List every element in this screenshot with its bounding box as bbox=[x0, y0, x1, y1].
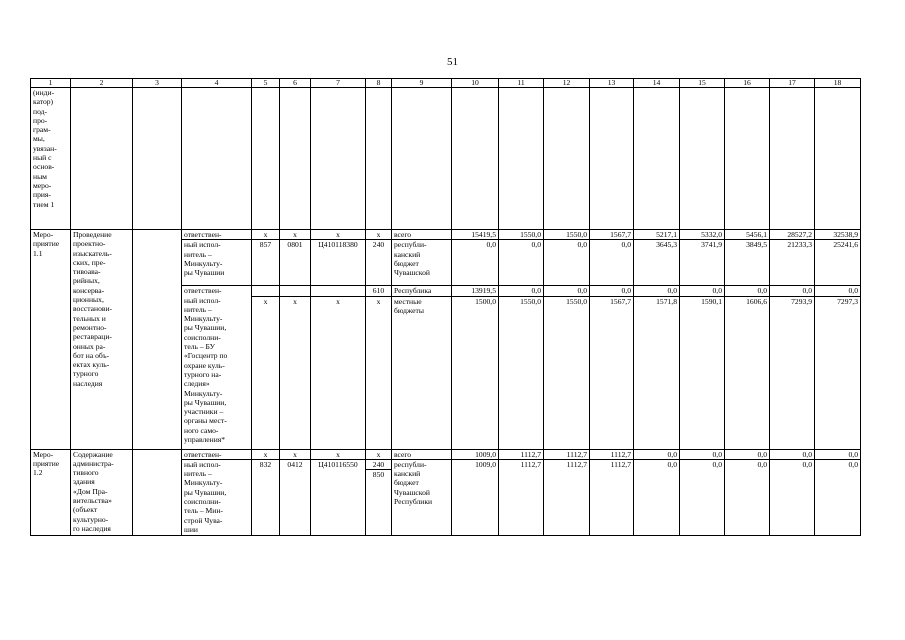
value-cell: 15419,5 bbox=[452, 230, 499, 240]
column-number-16: 16 bbox=[725, 79, 770, 88]
expense-group-cell: x bbox=[366, 449, 392, 459]
value-cell: 0,0 bbox=[680, 286, 725, 296]
value-cell: 1550,0 bbox=[499, 296, 544, 449]
column-number-13: 13 bbox=[590, 79, 634, 88]
text-line: ный испол- bbox=[184, 459, 221, 469]
value-cell: 13919,5 bbox=[452, 286, 499, 296]
text-line: ры Чувашии, bbox=[184, 397, 227, 407]
value-cell: 1571,8 bbox=[634, 296, 680, 449]
value-cell: 1112,7 bbox=[499, 449, 544, 459]
column-number-12: 12 bbox=[544, 79, 590, 88]
value-cell: 0,0 bbox=[770, 286, 815, 296]
column-number-14: 14 bbox=[634, 79, 680, 88]
text-line: турного bbox=[73, 369, 99, 379]
value-cell: 0,0 bbox=[499, 240, 544, 286]
text-line: ских, пре- bbox=[73, 257, 106, 267]
target-article-cell: Ц410116550 bbox=[311, 459, 366, 535]
text-line: консерва- bbox=[73, 285, 105, 295]
text-line: приятие bbox=[33, 239, 60, 249]
text-line: нитель – bbox=[184, 249, 212, 259]
table-row-carryover bbox=[31, 88, 861, 230]
text-line: участники – bbox=[184, 407, 224, 417]
text-line: 1.1 bbox=[33, 248, 43, 258]
grbs-cell: x bbox=[252, 296, 280, 449]
text-line: администра- bbox=[73, 458, 114, 468]
value-cell: 1590,1 bbox=[680, 296, 725, 449]
text-line: тель – Мин- bbox=[184, 506, 223, 516]
text-line: под- bbox=[33, 106, 48, 116]
column-number-15: 15 bbox=[680, 79, 725, 88]
column-number-2: 2 bbox=[71, 79, 133, 88]
grbs-cell: x bbox=[252, 449, 280, 459]
source-cell-continued: Республика bbox=[392, 286, 452, 296]
text-line: ры Чувашии, bbox=[184, 487, 227, 497]
text-line: соисполни- bbox=[184, 497, 221, 507]
section-cell: 0801 bbox=[280, 240, 311, 286]
text-line: нитель – bbox=[184, 304, 212, 314]
source-cell: всего bbox=[392, 230, 452, 240]
text-line: основ- bbox=[33, 162, 55, 172]
text-line: наследия bbox=[73, 378, 103, 388]
text-line: Чувашской bbox=[394, 268, 430, 278]
value-cell: 7293,9 bbox=[770, 296, 815, 449]
text-line: ного само- bbox=[184, 425, 219, 435]
empty-cell bbox=[133, 449, 182, 535]
text-line: 1.2 bbox=[33, 468, 43, 478]
value-cell: 1009,0 bbox=[452, 449, 499, 459]
text-line: Содержание bbox=[73, 449, 113, 459]
text-line: управления* bbox=[184, 435, 226, 445]
value-cell: 0,0 bbox=[634, 449, 680, 459]
text-line: тель – БУ bbox=[184, 342, 216, 352]
text-line: ответствен- bbox=[184, 449, 222, 459]
text-line: «Госцентр по bbox=[184, 351, 228, 361]
text-line: ответствен- bbox=[184, 286, 222, 296]
responsible-1-1-head bbox=[182, 230, 252, 240]
text-line: грам- bbox=[33, 125, 51, 135]
source-cell bbox=[392, 296, 452, 449]
text-line: органы мест- bbox=[184, 416, 227, 426]
column-number-3: 3 bbox=[133, 79, 182, 88]
text-line: следия» bbox=[184, 379, 210, 389]
value-cell: 0,0 bbox=[544, 286, 590, 296]
value-cell: 0,0 bbox=[815, 459, 861, 535]
text-line: шии bbox=[184, 524, 198, 534]
value-cell: 1112,7 bbox=[499, 459, 544, 535]
text-line: восстанови- bbox=[73, 304, 113, 314]
text-line: здания bbox=[73, 477, 95, 487]
text-line: ный испол- bbox=[184, 240, 221, 250]
text-line: Минкульту- bbox=[184, 478, 223, 488]
text-line: «Дом Пра- bbox=[73, 486, 108, 496]
text-line: катор) bbox=[33, 97, 54, 107]
value-cell: 0,0 bbox=[770, 459, 815, 535]
column-number-1: 1 bbox=[31, 79, 71, 88]
text-line: ремонтно- bbox=[73, 322, 107, 332]
text-line: нитель – bbox=[184, 469, 212, 479]
column-number-7: 7 bbox=[311, 79, 366, 88]
target-article-cell: x bbox=[311, 230, 366, 240]
responsible-1-2-head bbox=[182, 449, 252, 459]
value-cell: 0,0 bbox=[590, 286, 634, 296]
value-cell: 25241,6 bbox=[815, 240, 861, 286]
text-line: культурно- bbox=[73, 514, 109, 524]
value-cell: 0,0 bbox=[770, 449, 815, 459]
measure-title-1-1 bbox=[71, 230, 133, 450]
value-cell: 0,0 bbox=[680, 449, 725, 459]
value-cell: 0,0 bbox=[725, 449, 770, 459]
text-line: онных ра- bbox=[73, 341, 106, 351]
text-line: бюджет bbox=[394, 258, 419, 268]
value-cell: 0,0 bbox=[725, 286, 770, 296]
column-number-8: 8 bbox=[366, 79, 392, 88]
text-line: Меро- bbox=[33, 449, 54, 459]
text-line: местные bbox=[394, 296, 422, 306]
text-line: соисполни- bbox=[184, 332, 221, 342]
value-cell: 5217,1 bbox=[634, 230, 680, 240]
text-line: увязан- bbox=[33, 143, 57, 153]
text-line: бюджет bbox=[394, 478, 419, 488]
responsible-1-1-local bbox=[182, 286, 252, 449]
measure-title-1-2 bbox=[71, 449, 133, 535]
text-line: Республики bbox=[394, 497, 433, 507]
table-row-m11-total bbox=[31, 230, 861, 240]
text-line: канский bbox=[394, 249, 421, 259]
budget-table bbox=[30, 78, 861, 536]
column-number-18: 18 bbox=[815, 79, 861, 88]
text-line: Проведение bbox=[73, 230, 112, 239]
text-line: Минкульту- bbox=[184, 314, 223, 324]
column-number-4: 4 bbox=[182, 79, 252, 88]
expense-group-cell: 240 bbox=[366, 240, 392, 286]
target-article-cell: x bbox=[311, 449, 366, 459]
value-cell: 1550,0 bbox=[544, 296, 590, 449]
grbs-cell: x bbox=[252, 230, 280, 240]
expense-group-cell: 610 bbox=[366, 286, 392, 296]
text-line: Чувашской bbox=[394, 487, 430, 497]
text-line: бюджеты bbox=[394, 305, 424, 315]
expense-group-240: 240 bbox=[366, 460, 391, 470]
section-cell: x bbox=[280, 230, 311, 240]
empty-cell bbox=[133, 230, 182, 450]
text-line: ный испол- bbox=[184, 295, 221, 305]
text-line: приятие bbox=[33, 458, 60, 468]
value-cell: 1112,7 bbox=[590, 459, 634, 535]
column-number-row bbox=[31, 79, 861, 88]
expense-group-850: 850 bbox=[372, 470, 385, 480]
value-cell: 1112,7 bbox=[544, 449, 590, 459]
value-cell: 0,0 bbox=[499, 286, 544, 296]
responsible-1-1 bbox=[182, 240, 252, 286]
text-line: меро- bbox=[33, 180, 52, 190]
column-number-11: 11 bbox=[499, 79, 544, 88]
value-cell: 3645,3 bbox=[634, 240, 680, 286]
text-line: (инди- bbox=[33, 88, 55, 97]
text-line: бот на объ- bbox=[73, 350, 110, 360]
value-cell: 0,0 bbox=[634, 286, 680, 296]
value-cell: 1550,0 bbox=[499, 230, 544, 240]
text-line: тивного bbox=[73, 468, 99, 478]
text-line: тием 1 bbox=[33, 199, 55, 209]
text-line: рийных, bbox=[73, 276, 100, 286]
value-cell: 0,0 bbox=[544, 240, 590, 286]
value-cell: 0,0 bbox=[452, 240, 499, 286]
section-cell: 0412 bbox=[280, 459, 311, 535]
value-cell: 1500,0 bbox=[452, 296, 499, 449]
indicator-cell bbox=[31, 88, 71, 230]
section-cell: x bbox=[280, 449, 311, 459]
text-line: ры Чувашии bbox=[184, 268, 225, 278]
value-cell: 5332,0 bbox=[680, 230, 725, 240]
value-cell: 1550,0 bbox=[544, 230, 590, 240]
text-line: республи- bbox=[394, 240, 427, 250]
text-line: проектно- bbox=[73, 239, 106, 249]
text-line: ры Чувашии, bbox=[184, 323, 227, 333]
column-number-17: 17 bbox=[770, 79, 815, 88]
expense-group-cell: x bbox=[366, 230, 392, 240]
value-cell: 1567,7 bbox=[590, 230, 634, 240]
text-line: строй Чува- bbox=[184, 515, 223, 525]
expense-group-cell bbox=[366, 459, 392, 535]
target-article-cell: Ц410118380 bbox=[311, 240, 366, 286]
value-cell: 0,0 bbox=[725, 459, 770, 535]
target-article-cell: x bbox=[311, 296, 366, 449]
text-line: тивоава- bbox=[73, 267, 101, 277]
value-cell: 1112,7 bbox=[590, 449, 634, 459]
value-cell: 0,0 bbox=[815, 286, 861, 296]
column-number-10: 10 bbox=[452, 79, 499, 88]
text-line: тельных и bbox=[73, 313, 106, 323]
measure-name-1-2 bbox=[31, 449, 71, 535]
grbs-cell: 832 bbox=[252, 459, 280, 535]
text-line: Минкульту- bbox=[184, 258, 223, 268]
text-line: про- bbox=[33, 115, 48, 125]
section-cell: x bbox=[280, 296, 311, 449]
source-cell bbox=[392, 459, 452, 535]
text-line: республи- bbox=[394, 459, 427, 469]
value-cell: 5456,1 bbox=[725, 230, 770, 240]
value-cell: 21233,3 bbox=[770, 240, 815, 286]
value-cell: 32538,9 bbox=[815, 230, 861, 240]
table-row-m12-total bbox=[31, 449, 861, 459]
text-line: мы, bbox=[33, 134, 45, 144]
value-cell: 28527,2 bbox=[770, 230, 815, 240]
text-line: Минкульту- bbox=[184, 388, 223, 398]
text-line: ным bbox=[33, 171, 47, 181]
column-number-9: 9 bbox=[392, 79, 452, 88]
text-line: ционных, bbox=[73, 295, 104, 305]
source-cell bbox=[392, 240, 452, 286]
source-cell: всего bbox=[392, 449, 452, 459]
value-cell: 0,0 bbox=[815, 449, 861, 459]
value-cell: 1112,7 bbox=[544, 459, 590, 535]
value-cell: 0,0 bbox=[590, 240, 634, 286]
text-line: ный с bbox=[33, 153, 52, 163]
value-cell: 0,0 bbox=[680, 459, 725, 535]
text-line: реставраци- bbox=[73, 332, 112, 342]
text-line: прия- bbox=[33, 190, 51, 200]
responsible-1-2 bbox=[182, 459, 252, 535]
column-number-5: 5 bbox=[252, 79, 280, 88]
text-line: ектах куль- bbox=[73, 360, 110, 370]
value-cell: 3741,9 bbox=[680, 240, 725, 286]
text-line: турного на- bbox=[184, 369, 222, 379]
value-cell: 0,0 bbox=[634, 459, 680, 535]
value-cell: 1567,7 bbox=[590, 296, 634, 449]
value-cell: 7297,3 bbox=[815, 296, 861, 449]
text-line: канский bbox=[394, 469, 421, 479]
text-line: го наследия bbox=[73, 523, 111, 533]
text-line: Меро- bbox=[33, 230, 54, 239]
text-line: вительства» bbox=[73, 496, 112, 506]
page-number: 51 bbox=[447, 56, 458, 68]
text-line: охране куль- bbox=[184, 360, 225, 370]
value-cell: 1606,6 bbox=[725, 296, 770, 449]
measure-name-1-1 bbox=[31, 230, 71, 450]
grbs-cell: 857 bbox=[252, 240, 280, 286]
text-line: изыскатель- bbox=[73, 248, 112, 258]
value-cell: 3849,5 bbox=[725, 240, 770, 286]
text-line: ответствен- bbox=[184, 230, 222, 239]
text-line: (объект bbox=[73, 505, 98, 515]
column-number-6: 6 bbox=[280, 79, 311, 88]
expense-group-cell: x bbox=[366, 296, 392, 449]
value-cell: 1009,0 bbox=[452, 459, 499, 535]
